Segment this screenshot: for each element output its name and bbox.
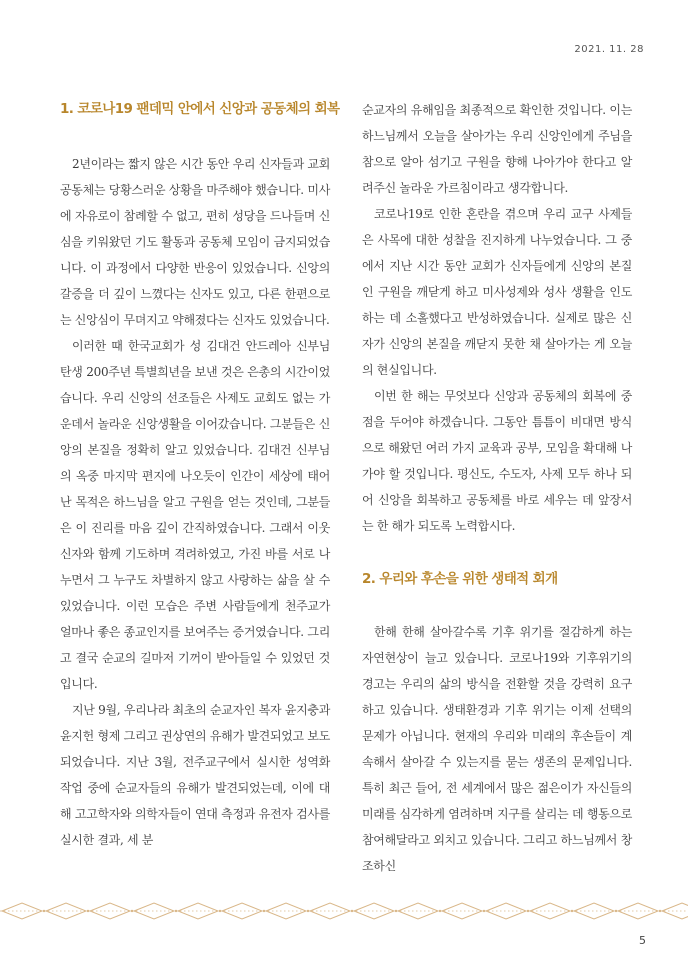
section-heading-2: 2. 우리와 후손을 위한 생태적 회개 [362,571,558,587]
right-column [362,97,632,879]
left-column [60,97,340,853]
paragraph: 이러한 때 한국교회가 성 김대건 안드레아 신부님 탄생 200주년 특별희년을 보낸 것은 은총의 시간이었습니다. 우리 신앙의 선조들은 사제도 교회도 없는 가운데서 놀라운 신앙생활을 이어갔습니다. 그분들은 신앙의 본질을 정확히 알고 있었습니다. 김대건 신부님의 옥중 마지막 편지에 나오듯이 인간이 세상에 태어난 목적은 하느님을 알고 구원을 얻는 것인데, 그분들은 이 진리를 마음 깊이 간직하였습니다. 그래서 이웃 신자와 함께 기도하며 격려하였고, 가진 바를 서로 나누면서 그 누구도 차별하지 않고 사랑하는 삶을 살 수 있었습니다. 이런 모습은 주변 사람들에게 천주교가 얼마나 좋은 종교인지를 보여주는 증거였습니다. 그리고 결국 순교의 길마저 기꺼이 받아들일 수 있었던 것입니다. [60,339,330,691]
paragraph: 한해 한해 살아갈수록 기후 위기를 절감하게 하는 자연현상이 늘고 있습니다. 코로나19와 기후위기의 경고는 우리의 삶의 방식을 전환할 것을 강력히 요구하고 있습니다. 생태환경과 기후 위기는 이제 선택의 문제가 아닙니다. 현재의 우리와 미래의 후손들이 계속해서 살아갈 수 있는지를 묻는 생존의 문제입니다. 특히 최근 들어, 전 세계에서 많은 젊은이가 자신들의 미래를 심각하게 염려하며 지구를 살리는 데 행동으로 참여해달라고 외치고 있습니다. 그리고 하느님께서 창조하신 [362,625,632,873]
decorative-diamond-border [0,900,688,922]
paragraph: 코로나19로 인한 혼란을 겪으며 우리 교구 사제들은 사목에 대한 성찰을 진지하게 나누었습니다. 그 중에서 지난 시간 동안 교회가 신자들에게 신앙의 본질인 구원을 깨닫게 하고 미사성제와 성사 생활을 인도하는 데 소홀했다고 반성하였습니다. 실제로 많은 신자가 신앙의 본질을 깨닫지 못한 채 살아가는 게 오늘의 현실입니다. [362,207,632,377]
paragraph: 순교자의 유해임을 최종적으로 확인한 것입니다. 이는 하느님께서 오늘을 살아가는 우리 신앙인에게 주님을 참으로 알아 섬기고 구원을 향해 나아가야 한다고 알려주신 놀라운 가르침이라고 생각합니다. [362,103,632,195]
paragraph: 지난 9월, 우리나라 최초의 순교자인 복자 윤지충과 윤지헌 형제 그리고 권상연의 유해가 발견되었고 보도되었습니다. 지난 3월, 전주교구에서 실시한 성역화 작업 중에 순교자들의 유해가 발견되었는데, 이에 대해 고고학자와 의학자들이 연대 측정과 유전자 검사를 실시한 결과, 세 분 [60,703,330,847]
page-number: 5 [639,934,646,947]
section-heading-1: 1. 코로나19 팬데믹 안에서 신앙과 공동체의 회복 [60,101,340,117]
paragraph: 이번 한 해는 무엇보다 신앙과 공동체의 회복에 중점을 두어야 하겠습니다. 그동안 틈틈이 비대면 방식으로 해왔던 여러 가지 교육과 공부, 모임을 확대해 나가야 할 것입니다. 평신도, 수도자, 사제 모두 하나 되어 신앙을 회복하고 공동체를 바로 세우는 데 앞장서는 한 해가 되도록 노력합시다. [362,389,632,533]
paragraph: 2년이라는 짧지 않은 시간 동안 우리 신자들과 교회공동체는 당황스러운 상황을 마주해야 했습니다. 미사에 자유로이 참례할 수 없고, 편히 성당을 드나들며 신심을 키워왔던 기도 활동과 공동체 모임이 금지되었습니다. 이 과정에서 다양한 반응이 있었습니다. 신앙의 갈증을 더 깊이 느꼈다는 신자도 있고, 다른 한편으로는 신앙심이 무뎌지고 약해졌다는 신자도 있었습니다. [60,157,330,327]
issue-date: 2021. 11. 28 [574,44,644,55]
